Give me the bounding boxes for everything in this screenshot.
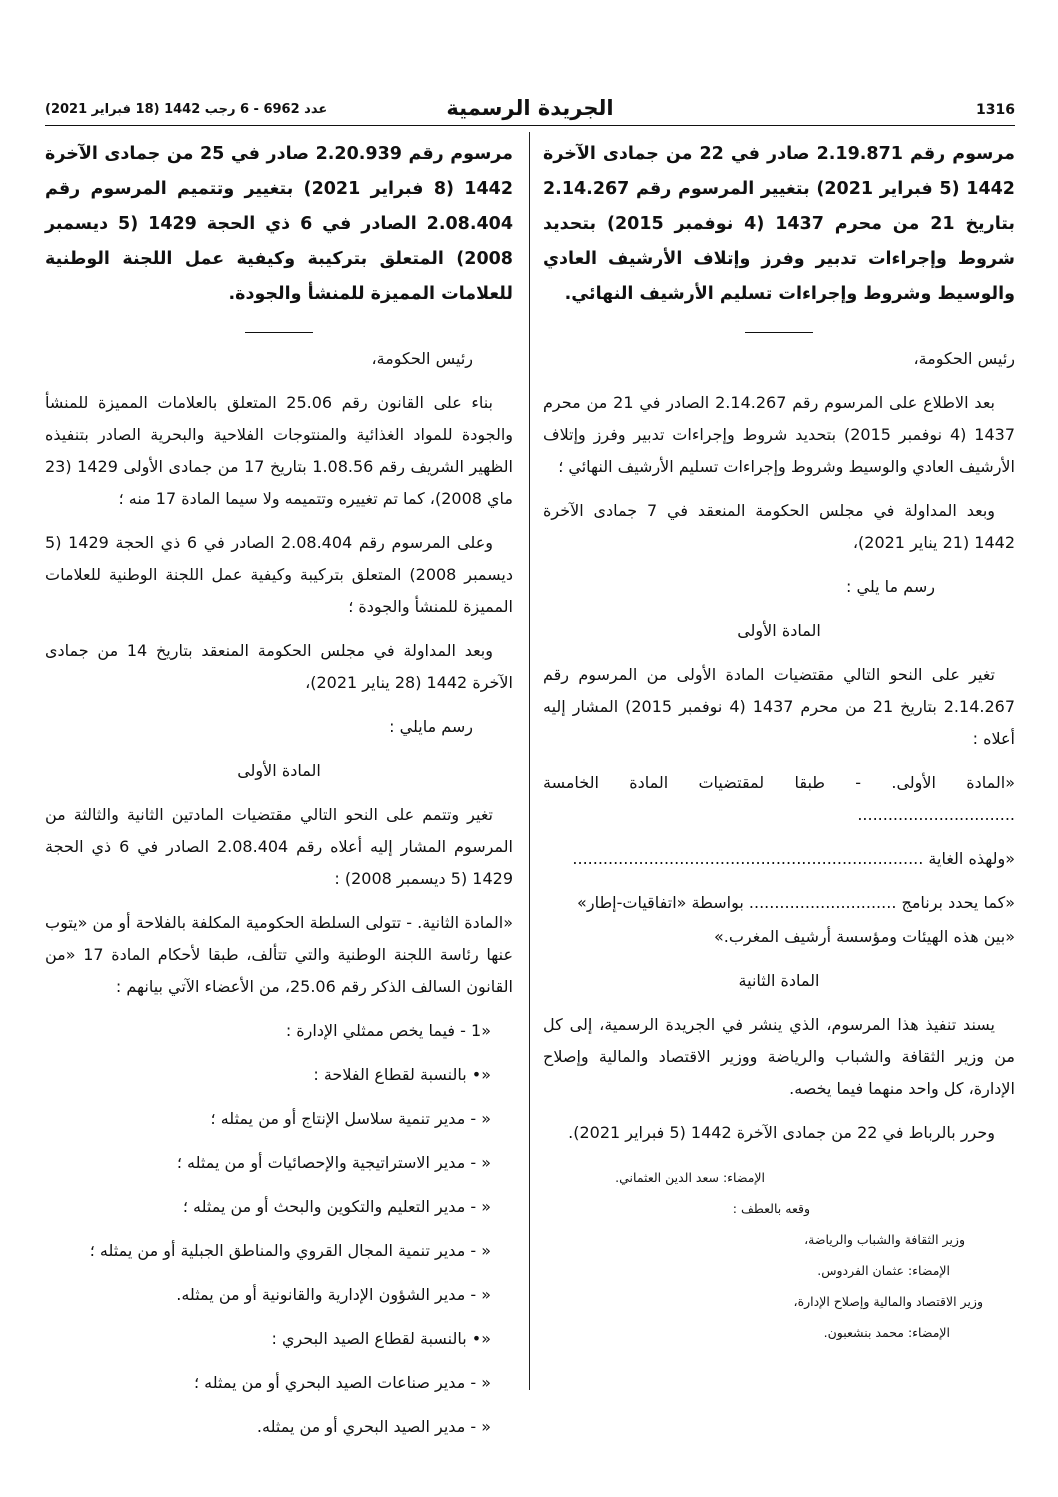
list-item: « - مدير الشؤون الإدارية والقانونية أو من يمثله.: [176, 1285, 491, 1304]
list-item: « - مدير التعليم والتكوين والبحث أو من يمثله ؛: [182, 1197, 491, 1216]
gazette-title: الجريدة الرسمية: [446, 96, 614, 120]
list-item: «1 - فيما يخص ممثلي الإدارة :: [285, 1021, 491, 1040]
decree-formula: رسم مايلي :: [389, 717, 473, 736]
minister-title: وزير الثقافة والشباب والرياضة،: [804, 1232, 965, 1247]
issue-info: عدد 6962 - 6 رجب 1442 (18 فبراير 2021): [45, 102, 328, 117]
decree-heading: مرسوم رقم 2.20.939 صادر في 25 من جمادى الآخرة 1442 (8 فبراير 2021) بتغيير وتتميم المرسوم رقم 2.08.404 الصادر في 6 ذي الحجة 1429 (5 ديسمبر 2008) المتعلق بتركيبة وكيفية عمل اللجنة الوطنية للعلامات المميزة للمنشأ والجودة.: [45, 144, 514, 304]
signature-line: الإمضاء: عثمان الفردوس.: [817, 1263, 950, 1278]
paragraph: بعد الاطلاع على المرسوم رقم 2.14.267 الصادر في 21 من محرم 1437 (4 نوفمبر 2015) بتحديد شروط وإجراءات تدبير وفرز وإتلاف الأرشيف العادي والوسيط وشروط وإجراءات تسليم الأرشيف النهائي ؛: [543, 393, 1016, 476]
article-text: تغير وتتمم على النحو التالي مقتضيات المادتين الثانية والثالثة من المرسوم المشار إليه أعلاه رقم 2.08.404 الصادر في 6 ذي الحجة 1429 (5 ديسمبر 2008) :: [45, 805, 513, 888]
decree-formula: رسم ما يلي :: [846, 577, 935, 596]
quoted-line: «المادة الأولى. - طبقا لمقتضيات المادة الخامسة ...............................: [543, 773, 1015, 824]
article-title: المادة الثانية: [738, 971, 820, 990]
page-number: 1316: [976, 102, 1015, 118]
list-item: « - مدير صناعات الصيد البحري أو من يمثله ؛: [193, 1373, 491, 1392]
article-text: يسند تنفيذ هذا المرسوم، الذي ينشر في الجريدة الرسمية، إلى كل من وزير الثقافة والشباب والرياضة ووزير الاقتصاد والمالية وإصلاح الإدارة، كل واحد منهما فيما يخصه.: [543, 1015, 1015, 1098]
minister-title: وزير الاقتصاد والمالية وإصلاح الإدارة،: [793, 1294, 983, 1309]
countersign-label: وقعه بالعطف :: [732, 1201, 810, 1216]
article-text: تغير على النحو التالي مقتضيات المادة الأولى من المرسوم رقم 2.14.267 بتاريخ 21 من محرم 1437 (4 نوفمبر 2015) المشار إليه أعلاه :: [543, 665, 1015, 748]
done-at: وحرر بالرباط في 22 من جمادى الآخرة 1442 (5 فبراير 2021).: [568, 1123, 995, 1142]
list-item: « - مدير تنمية المجال القروي والمناطق الجبلية أو من يمثله ؛: [89, 1241, 491, 1260]
quoted-article: «المادة الثانية. - تتولى السلطة الحكومية المكلفة بالفلاحة أو من «يتوب عنها رئاسة اللجنة الوطنية والتي تتألف، طبقا لأحكام المادة 17 «من القانون السالف الذكر رقم 25.06، من الأعضاء الآتي بيانهم :: [45, 913, 513, 996]
paragraph: وبعد المداولة في مجلس الحكومة المنعقد بتاريخ 14 من جمادى الآخرة 1442 (28 يناير 2021)،: [45, 641, 513, 692]
opener: رئيس الحكومة،: [913, 349, 1015, 368]
paragraph: وبعد المداولة في مجلس الحكومة المنعقد في 7 جمادى الآخرة 1442 (21 يناير 2021)،: [543, 501, 1015, 552]
column-divider: [529, 132, 530, 1390]
list-item: « - مدير الاستراتيجية والإحصائيات أو من يمثله ؛: [176, 1153, 491, 1172]
separator-rule: [745, 332, 813, 333]
left-column: [45, 137, 513, 1455]
article-title: المادة الأولى: [737, 621, 821, 640]
list-item: « - مدير الصيد البحري أو من يمثله.: [256, 1417, 491, 1436]
separator-rule: [245, 332, 313, 333]
page-header: [45, 98, 1015, 124]
paragraph: بناء على القانون رقم 25.06 المتعلق بالعلامات المميزة للمنشأ والجودة للمواد الغذائية والمنتوجات الفلاحية والبحرية الصادر بتنفيذه الظهير الشريف رقم 1.08.56 بتاريخ 17 من جمادى الأولى 1429 (23 ماي 2008)، كما تم تغييره وتتميمه ولا سيما المادة 17 منه ؛: [45, 393, 513, 508]
article-title: المادة الأولى: [237, 761, 321, 780]
quoted-line: «ولهذه الغاية .....................................................................: [572, 849, 1015, 868]
quoted-line: «بين هذه الهيئات ومؤسسة أرشيف المغرب.»: [713, 927, 1015, 946]
list-item: « - مدير تنمية سلاسل الإنتاج أو من يمثله ؛: [210, 1109, 491, 1128]
signature-line: الإمضاء: محمد بنشعبون.: [823, 1325, 950, 1340]
header-rule: [45, 125, 1015, 126]
signature-line: الإمضاء: سعد الدين العثماني.: [615, 1170, 765, 1185]
paragraph: وعلى المرسوم رقم 2.08.404 الصادر في 6 ذي الحجة 1429 (5 ديسمبر 2008) المتعلق بتركيبة وكيفية عمل اللجنة الوطنية للعلامات المميزة للمنشأ والجودة ؛: [45, 533, 514, 616]
list-item: «• بالنسبة لقطاع الصيد البحري :: [271, 1329, 491, 1348]
list-item: «• بالنسبة لقطاع الفلاحة :: [313, 1065, 491, 1084]
decree-heading: مرسوم رقم 2.19.871 صادر في 22 من جمادى الآخرة 1442 (5 فبراير 2021) بتغيير المرسوم رقم 2.14.267 بتاريخ 21 من محرم 1437 (4 نوفمبر 2015) بتحديد شروط وإجراءات تدبير وفرز وإتلاف الأرشيف العادي والوسيط وشروط وإجراءات تسليم الأرشيف النهائي.: [543, 144, 1016, 304]
right-column: [543, 137, 1015, 1353]
opener: رئيس الحكومة،: [371, 349, 473, 368]
quoted-line: «كما يحدد برنامج ............................. بواسطة «اتفاقيات-إطار»: [577, 893, 1015, 912]
